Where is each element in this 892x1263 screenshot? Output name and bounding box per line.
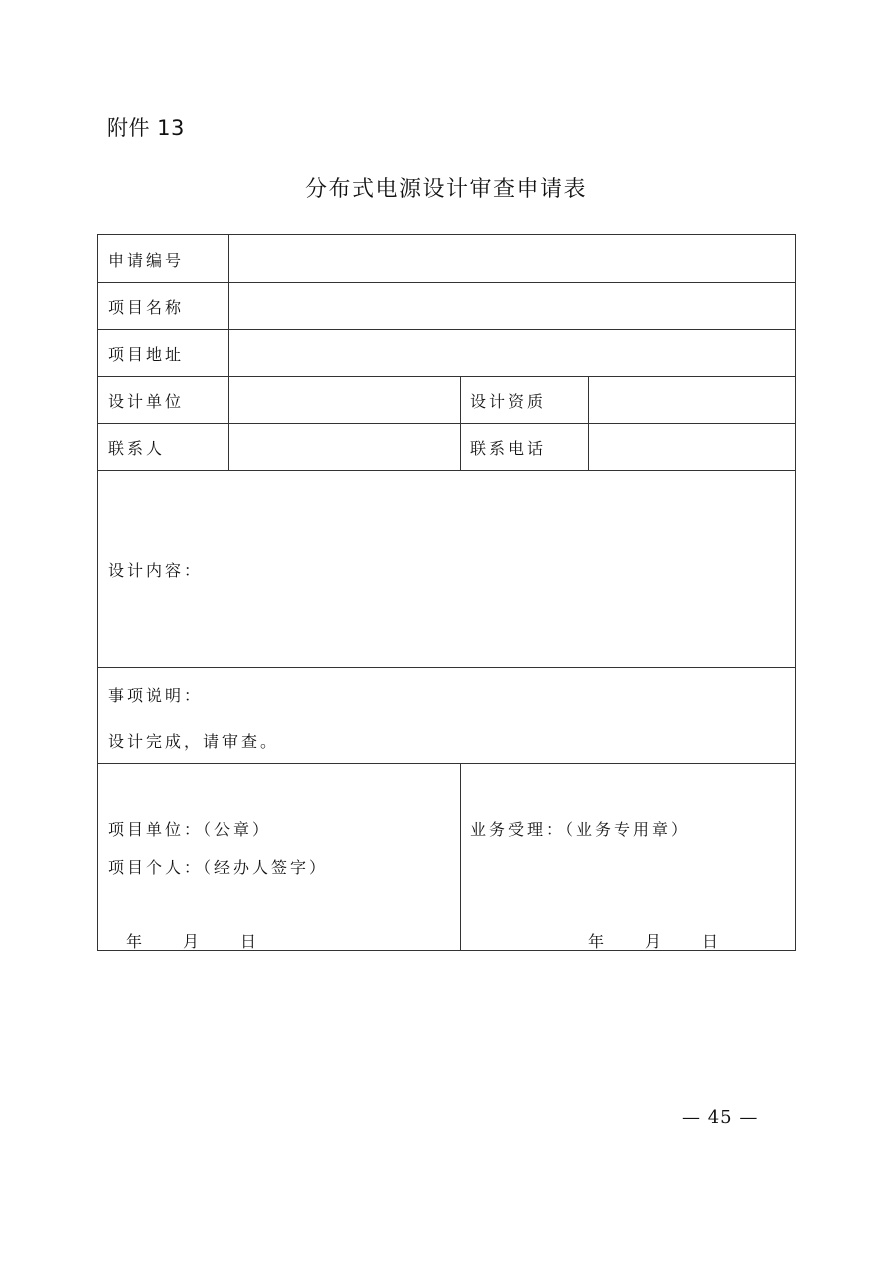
contact-person-label: 联系人 bbox=[108, 439, 166, 458]
project-person-signature-line: 项目个人：（经办人签字） bbox=[108, 858, 329, 877]
application-form-table bbox=[97, 234, 796, 951]
design-unit-label: 设计单位 bbox=[108, 392, 185, 411]
column-divider bbox=[460, 376, 461, 470]
row-divider bbox=[98, 667, 795, 668]
design-content-area[interactable] bbox=[98, 471, 795, 667]
attachment-label: 附件 13 bbox=[107, 116, 185, 140]
contact-phone-label: 联系电话 bbox=[470, 439, 547, 458]
design-qualification-field[interactable] bbox=[589, 377, 795, 423]
design-content-label: 设计内容： bbox=[108, 561, 204, 580]
project-address-field[interactable] bbox=[229, 330, 795, 376]
contact-person-field[interactable] bbox=[229, 424, 460, 470]
contact-phone-field[interactable] bbox=[589, 424, 795, 470]
applicant-date-line: 年 月 日 bbox=[126, 932, 260, 951]
project-address-label: 项目地址 bbox=[108, 345, 185, 364]
matter-description-text: 设计完成，请审查。 bbox=[108, 732, 280, 751]
row-divider bbox=[98, 763, 795, 764]
form-title: 分布式电源设计审查申请表 bbox=[304, 177, 587, 202]
design-unit-field[interactable] bbox=[229, 377, 460, 423]
application-number-label: 申请编号 bbox=[108, 251, 185, 270]
project-name-label: 项目名称 bbox=[108, 298, 185, 317]
acceptance-date-line: 年 月 日 bbox=[588, 932, 722, 951]
matter-description-label: 事项说明： bbox=[108, 686, 204, 705]
application-number-field[interactable] bbox=[229, 235, 795, 282]
business-acceptance-line: 业务受理：（业务专用章） bbox=[470, 820, 691, 839]
project-name-field[interactable] bbox=[229, 283, 795, 329]
project-unit-seal-line: 项目单位：（公章） bbox=[108, 820, 272, 839]
column-divider bbox=[460, 763, 461, 951]
design-qualification-label: 设计资质 bbox=[470, 392, 547, 411]
page-number: — 45 — bbox=[682, 1107, 759, 1128]
